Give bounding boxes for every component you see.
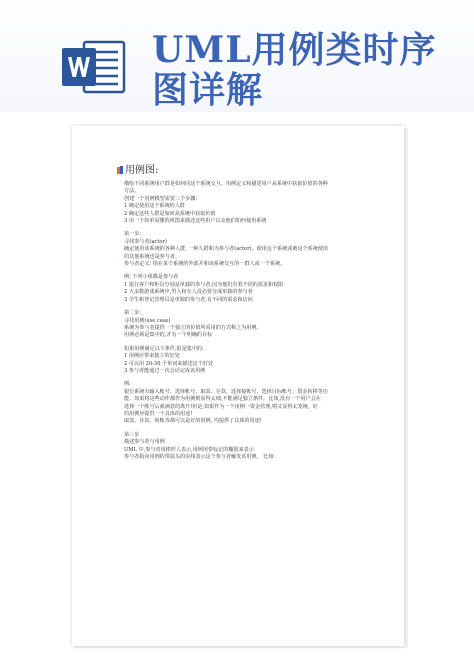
text-line: 寻找用例(use case)	[124, 317, 171, 324]
watermark: ·····	[111, 254, 124, 266]
text-line: 描述参与者与用例	[124, 439, 165, 446]
text-line: 的用例应提供一个具体的用途!	[124, 410, 193, 417]
heading-text: 用例图:	[125, 165, 159, 176]
text-line: 如果用例满足以下条件,很是集中的:	[124, 345, 204, 352]
text-line: 2 确定这些人群是如何从系统中获取价值	[124, 210, 216, 217]
text-line: 银行系统有输入帐号、选择帐号、取款、存款、选择接帐号、选择目标帐号、资金转移等功	[124, 388, 328, 395]
document-page	[72, 126, 404, 646]
text-line: 2 可以用 20-30 个单词来描述这个好处	[124, 360, 214, 367]
text-line: 第一步:	[124, 231, 141, 238]
text-line: 创建一个用例模型需要三个步骤:	[124, 195, 198, 202]
text-line: 描绘不同系统用户群是如何同这个系统交互。用例定义和描述用户从系统中获取价值的各种	[124, 181, 328, 187]
text-line: 方法。	[124, 188, 140, 195]
text-line: 参与者定义: 指在某个系统的外部并和该系统交互的一群人或一个系统。	[124, 261, 286, 268]
text-line: 1 用例应带来独立的好处	[124, 353, 180, 360]
text-line: 系统为参与者提供一个独立的价值所采用的方式称之为用例。	[124, 324, 262, 331]
text-line: 1 确定使用这个系统的人群	[124, 203, 185, 210]
text-line: 能。如果将这些动作都作为用例则显得太细,不能满足独立条件。比如,没有一个用户会在	[124, 396, 321, 403]
heading-marker-icon	[117, 166, 123, 174]
text-line: 用例必须是集中的,并有一个明确的目标	[124, 332, 213, 339]
document-content	[124, 164, 374, 461]
text-line: 2 大多数游戏系统中,男人和女人没必要分成单独的参与者	[124, 289, 253, 296]
word-document-icon	[62, 40, 126, 94]
text-line: 例:	[124, 381, 131, 388]
text-line: 1 银行客户和柜员分别是单独的参与者,因为他们有着不同的需求和权限	[124, 281, 284, 288]
text-line: 第三步	[124, 431, 140, 438]
text-line: 例: 下列小组都是参与者	[124, 274, 179, 281]
document-body	[124, 181, 374, 461]
text-line: 3 参与者能通过一次会话完成该用例	[124, 367, 206, 374]
text-line: 确定使用该系统的各种人群, 一种人群和为参与者(actor)。使用这个系统或被这个系统使用	[124, 246, 329, 253]
text-line: 寻找参与者(actor)	[124, 238, 167, 245]
text-line: 3 学生和登记管理员是单独的参与者,有不同的需求和访问	[124, 296, 253, 303]
text-line: 第二步:	[124, 310, 141, 317]
page-header	[0, 0, 474, 112]
text-line: 参与者指向用例的带箭头的实线表示这个参与者触发该用例。 比如:	[124, 454, 276, 460]
text-line: 3 用一个简单易懂的视图来描述这些用户以及他们如何使用系统	[124, 218, 267, 225]
text-line: 取款、存款、转帐等都可以是好的用例, 均提供了具体的用途!	[124, 418, 262, 425]
text-line: 选择一个帐号后就满意的离开!但是,如果作为一个用例一资金管理,则又显得太笼统。好	[124, 403, 318, 410]
page-title: UML用例类时序图详解	[152, 29, 437, 111]
text-line: 的其他系统也是参与者。	[124, 253, 181, 260]
text-line: UML 中,参与者用棒形人表示,用例用带标记的椭圆来表示	[124, 446, 254, 453]
section-heading	[124, 164, 374, 177]
